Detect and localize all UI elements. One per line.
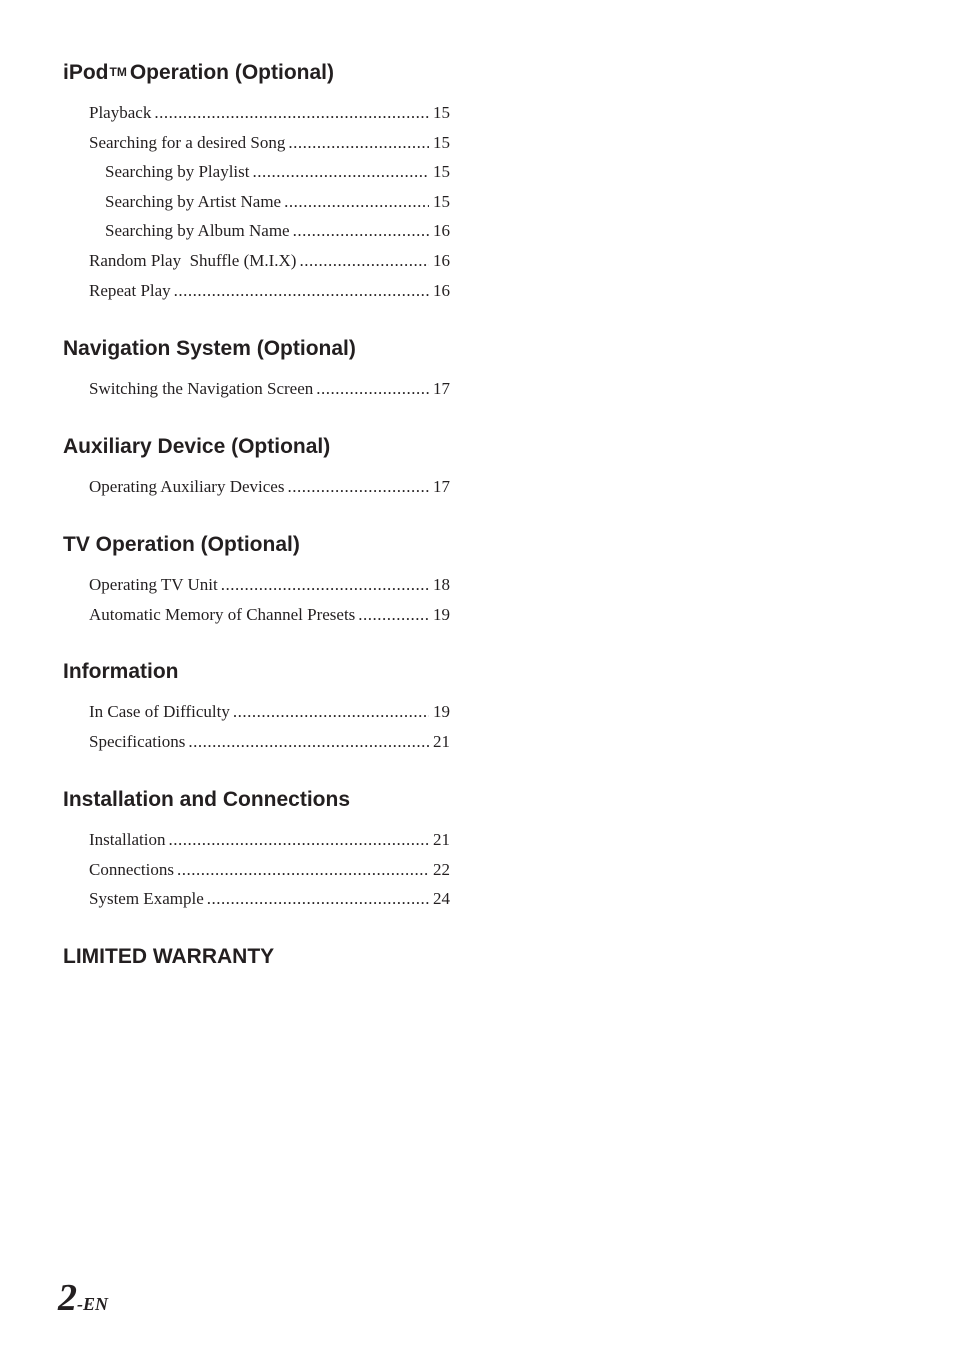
toc-entry-label: Connections	[89, 859, 174, 879]
toc-entry[interactable]	[63, 472, 450, 502]
toc-entries	[63, 472, 463, 502]
toc-entry[interactable]	[63, 187, 450, 217]
toc-entry[interactable]	[63, 600, 450, 630]
toc-entry-page: 21	[433, 731, 450, 751]
toc-entry-label: Installation	[89, 830, 166, 849]
section-title	[63, 58, 463, 88]
toc-entries	[63, 697, 463, 756]
section-title: TV Operation (Optional)	[63, 533, 300, 556]
toc-entry-page: 17	[433, 379, 450, 398]
leader-dots	[154, 98, 429, 128]
section-title-rest: Operation (Optional)	[129, 61, 334, 84]
toc-entry[interactable]	[63, 727, 450, 757]
leader-dots	[207, 884, 429, 914]
leader-dots	[174, 276, 429, 306]
toc-entries	[63, 825, 463, 914]
toc-entry-label: System Example	[89, 889, 204, 909]
toc-entry[interactable]	[63, 884, 450, 914]
leader-dots	[168, 825, 429, 855]
toc-entry-page: 15	[433, 162, 450, 182]
leader-dots	[358, 600, 429, 630]
toc-entry-label: Automatic Memory of Channel Presets	[89, 604, 356, 624]
leader-dots	[177, 855, 429, 885]
leader-dots	[316, 374, 429, 404]
page-number: 2	[58, 1277, 77, 1319]
toc-section-installation	[63, 785, 463, 942]
section-title: Auxiliary Device (Optional)	[63, 435, 331, 458]
section-title: Installation and Connections	[63, 788, 351, 811]
toc-entry-label: Playback	[89, 103, 152, 122]
toc-entry[interactable]	[63, 216, 450, 246]
leader-dots	[233, 697, 429, 727]
page-number-suffix: -EN	[77, 1294, 108, 1314]
table-of-contents	[63, 58, 463, 972]
toc-entry[interactable]	[63, 374, 450, 404]
leader-dots	[287, 472, 429, 502]
leader-dots	[188, 727, 429, 757]
toc-entries	[63, 374, 463, 404]
toc-section-tv	[63, 530, 463, 657]
toc-entry-label: Repeat Play	[89, 280, 171, 300]
leader-dots	[288, 128, 429, 158]
toc-entry-label: Searching by Playlist	[105, 162, 250, 182]
toc-entry-page: 16	[433, 280, 450, 300]
toc-entries	[63, 98, 463, 305]
toc-entry-label: Operating Auxiliary Devices	[89, 477, 285, 496]
toc-section-limited-warranty	[63, 942, 463, 972]
toc-entry[interactable]	[63, 855, 450, 885]
section-title: Information	[63, 660, 179, 683]
toc-entry[interactable]	[63, 825, 450, 855]
toc-section-auxiliary	[63, 432, 463, 530]
page-number-footer	[58, 1276, 108, 1320]
toc-entry-label: Searching by Album Name	[105, 221, 290, 241]
toc-entry[interactable]	[63, 697, 450, 727]
leader-dots	[252, 157, 429, 187]
section-title-text: iPod	[63, 61, 109, 84]
toc-entry[interactable]	[63, 128, 450, 158]
toc-entry-label: Searching by Artist Name	[105, 191, 282, 211]
toc-entry-page: 16	[433, 250, 450, 270]
section-title: LIMITED WARRANTY	[63, 945, 275, 968]
toc-entry-label: In Case of Difficulty	[89, 702, 230, 721]
toc-entry-page: 18	[433, 575, 450, 594]
toc-entry-page: 17	[433, 477, 450, 496]
toc-entry-page: 16	[433, 221, 450, 241]
toc-entry[interactable]	[63, 157, 450, 187]
leader-dots	[221, 570, 429, 600]
toc-section-navigation	[63, 334, 463, 432]
toc-section-ipod	[63, 58, 463, 334]
toc-entry-label: Specifications	[89, 731, 186, 751]
toc-entry-page: 24	[433, 889, 450, 909]
toc-entry-page: 22	[433, 859, 450, 879]
leader-dots	[284, 187, 429, 217]
toc-entry-label: Operating TV Unit	[89, 575, 218, 594]
toc-entry-page: 15	[433, 132, 450, 152]
leader-dots	[299, 246, 429, 276]
trademark-sup: TM	[109, 65, 127, 79]
toc-section-information	[63, 657, 463, 785]
toc-entries	[63, 570, 463, 629]
toc-entry[interactable]	[63, 570, 450, 600]
toc-entry-page: 15	[433, 103, 450, 122]
toc-entry[interactable]	[63, 98, 450, 128]
toc-entry-page: 19	[433, 604, 450, 624]
toc-entry[interactable]	[63, 276, 450, 306]
toc-entry[interactable]	[63, 246, 450, 276]
toc-entry-page: 15	[433, 191, 450, 211]
leader-dots	[293, 216, 429, 246]
toc-entry-label: Random Play Shuffle (M.I.X)	[89, 250, 297, 270]
toc-entry-page: 21	[433, 830, 450, 849]
toc-entry-label: Switching the Navigation Screen	[89, 379, 314, 398]
section-title: Navigation System (Optional)	[63, 337, 356, 360]
toc-entry-page: 19	[433, 702, 450, 721]
toc-entry-label: Searching for a desired Song	[89, 132, 286, 152]
